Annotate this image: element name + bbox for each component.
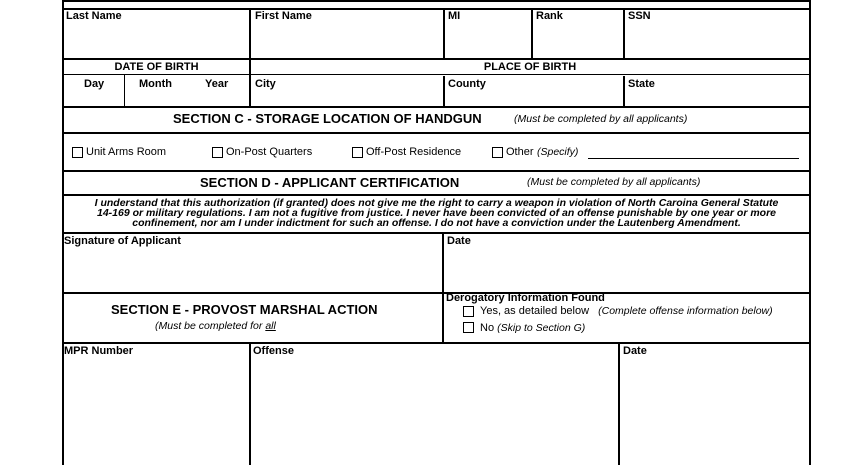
section-e-title: SECTION E - PROVOST MARSHAL ACTION [111, 302, 378, 317]
specify-line[interactable] [588, 158, 799, 159]
mi-label: MI [448, 10, 461, 22]
derogatory-info-label: Derogatory Information Found [446, 292, 605, 304]
divider-last-first [249, 8, 251, 60]
divider-mpr-offense [249, 342, 251, 465]
derog-no-checkbox[interactable] [463, 322, 474, 333]
first-name-label: First Name [255, 10, 312, 22]
section-d-note: (Must be completed by all applicants) [527, 176, 701, 188]
rule-section-c-bottom [62, 132, 811, 134]
month-label: Month [139, 78, 172, 90]
on-post-quarters-label: On-Post Quarters [226, 146, 313, 158]
off-post-residence-checkbox[interactable] [352, 147, 363, 158]
other-checkbox[interactable] [492, 147, 503, 158]
rule-place-header [250, 74, 809, 75]
rule-section-c-top [62, 106, 811, 108]
section-e-note-all: all [265, 320, 276, 332]
rule-offense-top [62, 342, 811, 344]
mpr-number-label: MPR Number [64, 345, 134, 357]
derog-no-note: (Skip to Section G) [497, 322, 586, 334]
county-label: County [448, 78, 486, 90]
divider-rank-ssn [623, 8, 625, 60]
derog-no-text: No [480, 322, 495, 334]
derog-yes-checkbox[interactable] [463, 306, 474, 317]
section-e-note-prefix: (Must be completed for [155, 320, 263, 332]
divider-day-month [124, 75, 125, 108]
derog-yes-label [480, 305, 773, 317]
derog-yes-note: (Complete offense information below) [598, 305, 773, 317]
rule-section-e-top [62, 292, 811, 294]
rank-label: Rank [536, 10, 563, 22]
rule-row1-top [62, 8, 811, 10]
divider-mi-rank [531, 8, 533, 60]
rule-section-d-header-bottom [62, 194, 811, 196]
date-of-birth-header: DATE OF BIRTH [114, 61, 199, 73]
signature-label: Signature of Applicant [64, 235, 181, 247]
ssn-label: SSN [628, 10, 651, 22]
signature-date-label: Date [447, 235, 471, 247]
section-e-note [155, 320, 276, 332]
derog-no-label [480, 322, 585, 334]
firearm-registration-form [62, 0, 811, 465]
offense-date-label: Date [623, 345, 647, 357]
rule-top [62, 0, 811, 2]
border-right [809, 0, 811, 465]
rule-signature-top [62, 232, 811, 234]
certification-line-3: confinement, nor am I under indictment for such an offense. I do not have a conviction under the Lautenberg Amendment. [132, 217, 741, 229]
divider-first-mi [443, 8, 445, 60]
state-label: State [628, 78, 655, 90]
divider-offense-date [618, 342, 620, 465]
year-label: Year [205, 78, 229, 90]
section-c-note: (Must be completed by all applicants) [514, 113, 688, 125]
certification-line-1: I understand that this authorization (if granted) does not give me the right to carry a weapon in violation of North Caroina General Statute [94, 197, 779, 209]
last-name-label: Last Name [66, 10, 122, 22]
city-label: City [255, 78, 276, 90]
other-label: Other [506, 146, 534, 158]
divider-city-county [443, 76, 445, 108]
rule-row2-top [62, 58, 811, 60]
place-of-birth-header: PLACE OF BIRTH [483, 61, 577, 73]
divider-county-state [623, 76, 625, 108]
offense-label: Offense [253, 345, 294, 357]
rule-dob-header [64, 74, 249, 75]
derog-yes-text: Yes, as detailed below [480, 305, 590, 317]
off-post-residence-label: Off-Post Residence [366, 146, 462, 158]
divider-signature-date [442, 232, 444, 294]
section-d-title: SECTION D - APPLICANT CERTIFICATION [200, 175, 460, 190]
day-label: Day [84, 78, 105, 90]
certification-line-2: 14-169 or military regulations. I am not a fugitive from justice. I never have been convicted of an offense punishable by one year or more [97, 207, 776, 219]
unit-arms-room-checkbox[interactable] [72, 147, 83, 158]
section-c-title: SECTION C - STORAGE LOCATION OF HANDGUN [173, 111, 482, 126]
specify-label: (Specify) [537, 146, 579, 158]
on-post-quarters-checkbox[interactable] [212, 147, 223, 158]
unit-arms-room-label: Unit Arms Room [86, 146, 167, 158]
rule-section-d-top [62, 170, 811, 172]
divider-provost-derog [442, 292, 444, 344]
